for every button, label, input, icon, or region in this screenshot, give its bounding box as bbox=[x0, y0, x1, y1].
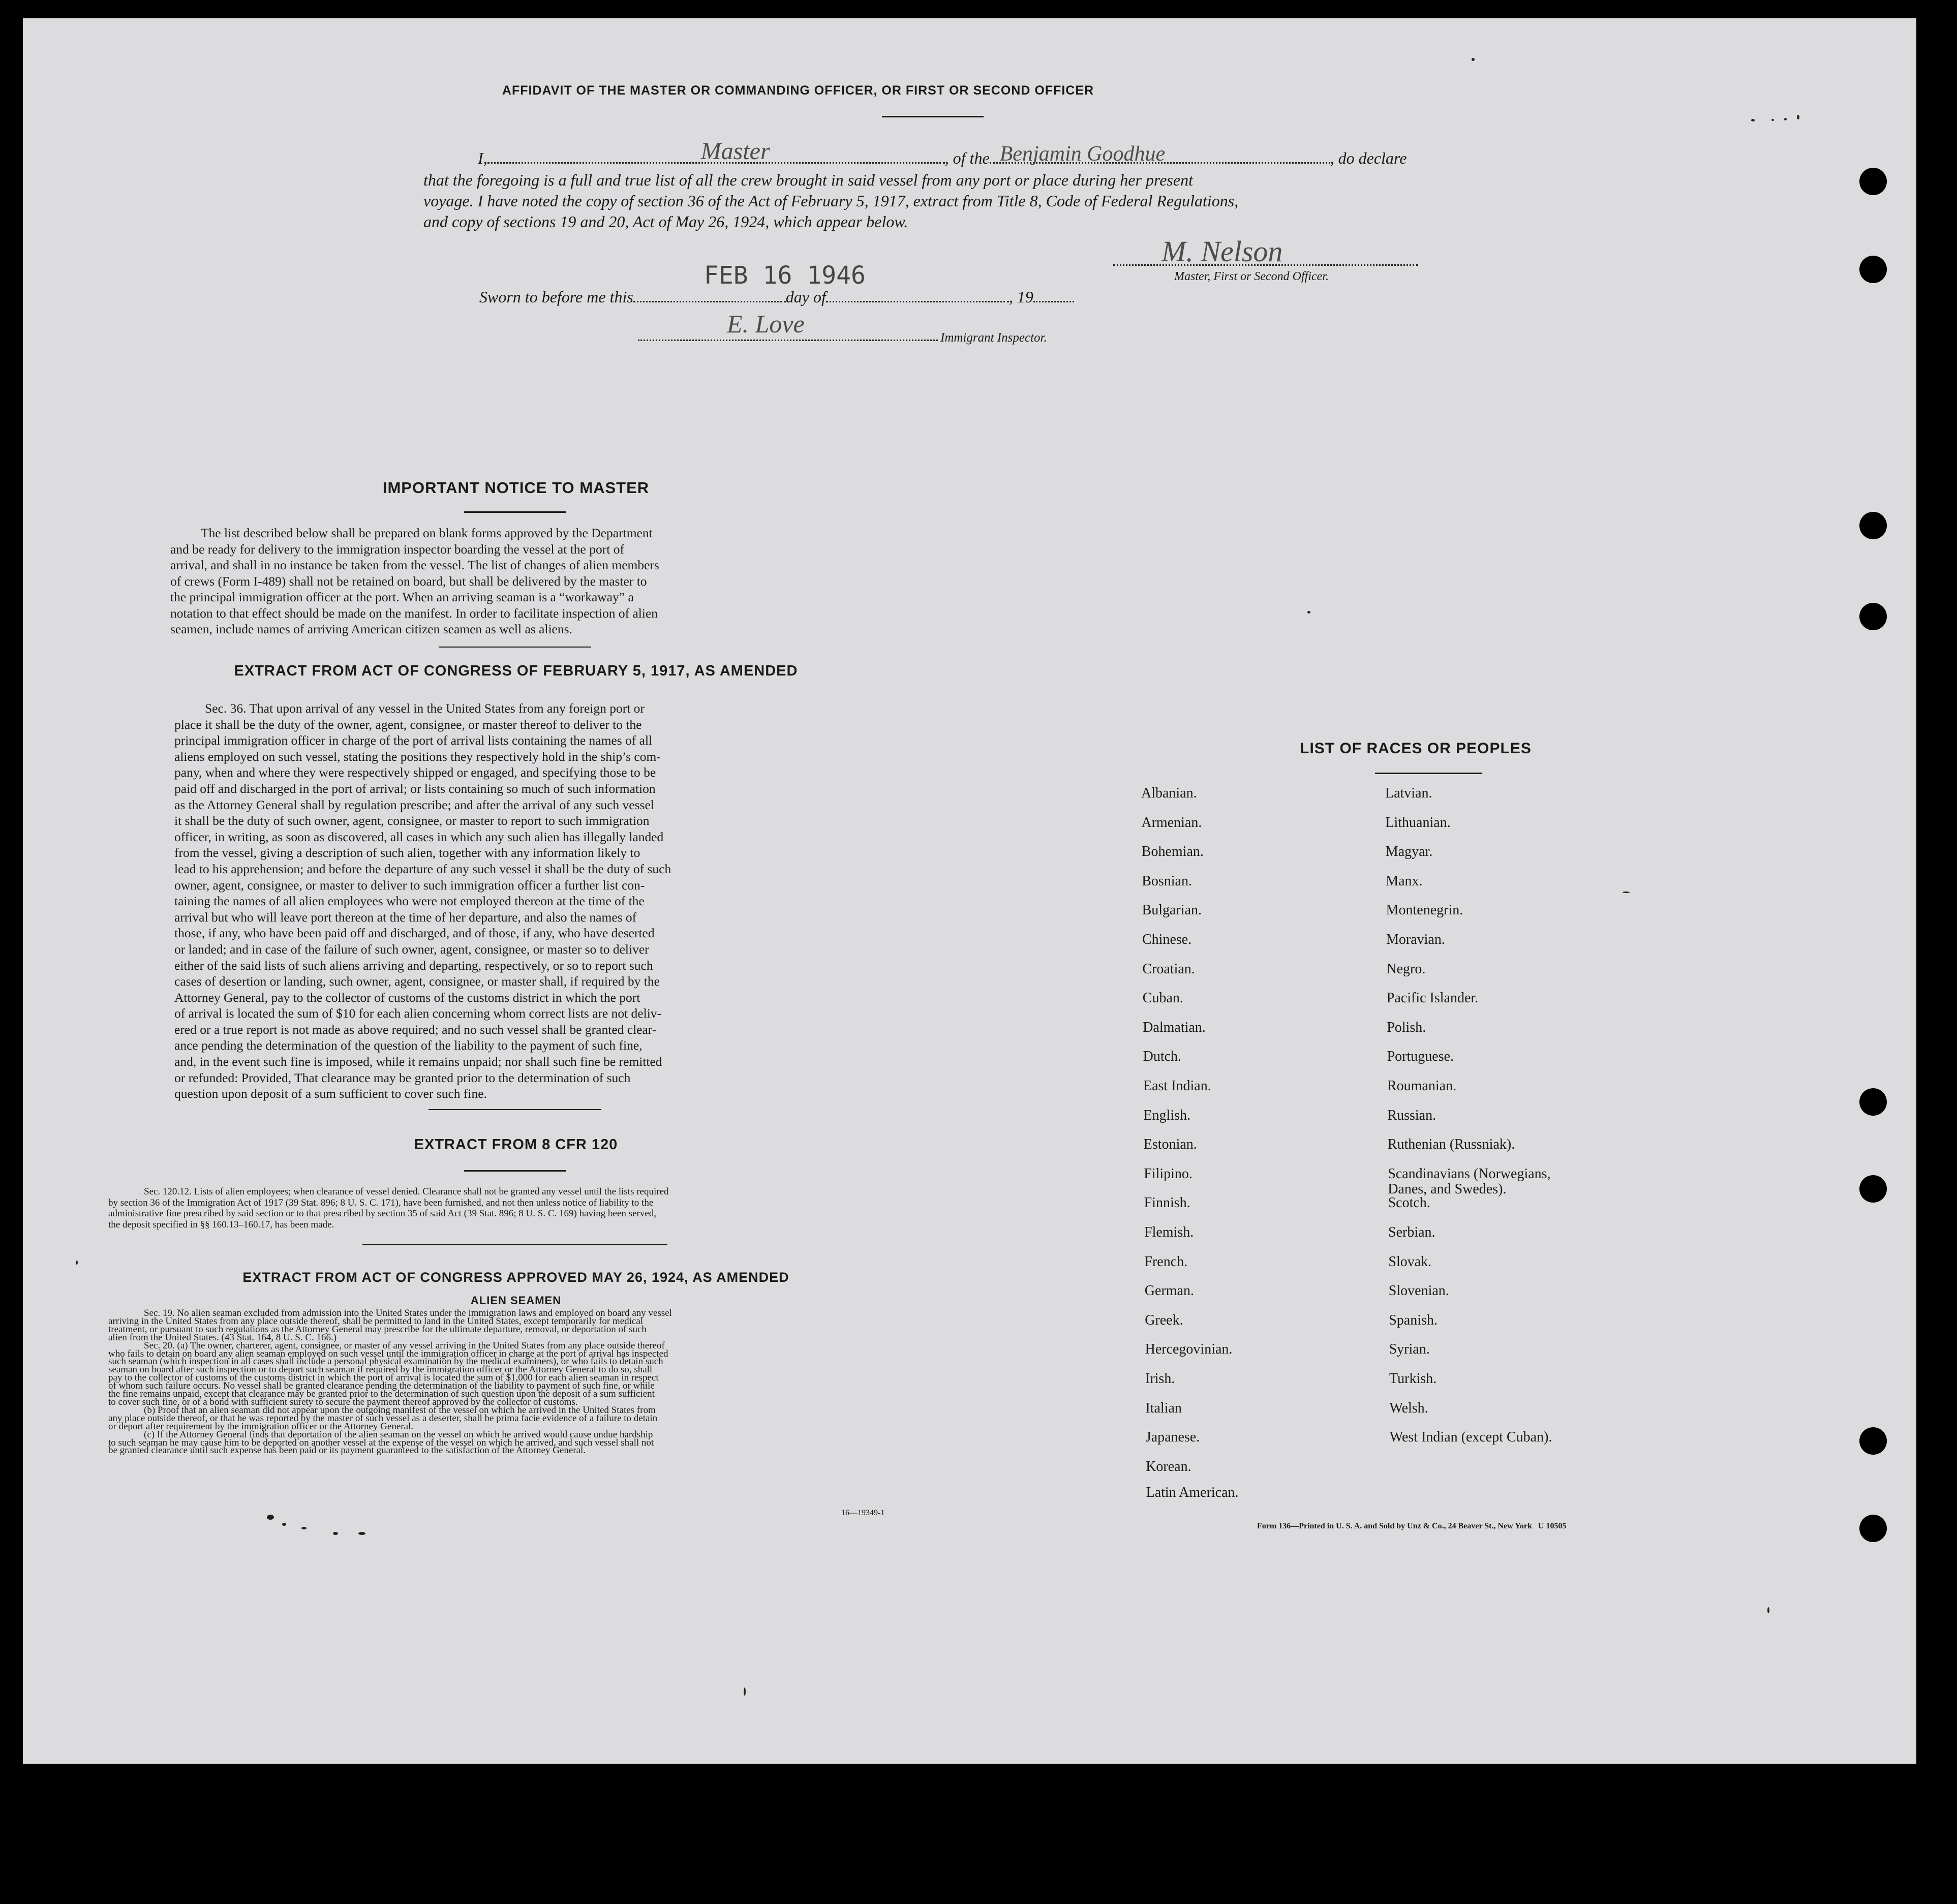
race-item: Moravian. bbox=[1386, 932, 1445, 947]
race-item: Turkish. bbox=[1389, 1371, 1437, 1387]
race-item: Welsh. bbox=[1389, 1400, 1428, 1416]
race-item: Magyar. bbox=[1385, 844, 1433, 860]
section-36-line: pany, when and where they were respectively shipped or engaged, and specifying those to be bbox=[174, 765, 656, 780]
alien-seamen-line: Sec. 20. (a) The owner, charterer, agent, consignee, or master of any vessel arriving in the United States from any place outside thereof bbox=[144, 1340, 665, 1351]
extract-1917-end-rule bbox=[429, 1109, 601, 1110]
section-36-line: arrival but who will leave port thereon at the time of her departure, and also the names of bbox=[174, 909, 637, 925]
race-item: Chinese. bbox=[1142, 932, 1192, 947]
section-36-line: either of the said lists of such aliens arriving and departing, respectively, or so to report such bbox=[174, 958, 653, 973]
races-title-rule bbox=[1375, 773, 1482, 774]
section-36-line: owner, agent, consignee, or master to deliver to such immigration officer a further list con- bbox=[174, 877, 645, 893]
punch-hole bbox=[1859, 512, 1887, 539]
section-36-line: and, in the event such fine is imposed, while it remains unpaid; nor shall such fine be remitted bbox=[174, 1054, 662, 1069]
races-title: LIST OF RACES OR PEOPLES bbox=[1300, 740, 1532, 757]
speck bbox=[76, 1261, 78, 1265]
section-36-line: cases of desertion or landing, such owner, agent, consignee, or master shall, if required by the bbox=[174, 974, 660, 989]
extract-1917-body bbox=[174, 700, 830, 1102]
section-36-line: taining the names of all alien employees who were not employed thereon at the time of the bbox=[174, 894, 645, 909]
speck bbox=[1623, 892, 1630, 893]
section-36-line: Attorney General, pay to the collector of customs of the customs district in which the port bbox=[174, 990, 640, 1005]
race-item: Manx. bbox=[1386, 873, 1423, 889]
affidavit-declare: , do declare bbox=[1330, 149, 1407, 167]
section-36-line: lead to his apprehension; and before the departure of any such vessel it shall be the duty of such bbox=[174, 861, 671, 876]
race-item: Korean. bbox=[1146, 1458, 1191, 1475]
race-item: Italian bbox=[1145, 1400, 1182, 1416]
document-sheet bbox=[23, 18, 1916, 1764]
alien-seamen-line: pay to the collector of customs of the customs district in which the port of arrival is located the sum of $1,000 for each alien seaman in respect bbox=[108, 1372, 659, 1384]
scan-border-bottom bbox=[0, 1764, 1957, 1904]
section-36-line: as the Attorney General shall by regulation prescribe; and after the arrival of any such vessel bbox=[174, 797, 654, 812]
sworn-year-field bbox=[1033, 301, 1074, 302]
section-36-line: question upon deposit of a sum sufficient to cover such fine. bbox=[174, 1086, 487, 1101]
affidavit-line-1 bbox=[478, 138, 1407, 169]
punch-hole bbox=[1859, 1088, 1887, 1116]
race-item: Roumanian. bbox=[1387, 1078, 1457, 1094]
race-item: Dalmatian. bbox=[1143, 1019, 1206, 1035]
printer-footer: Form 136—Printed in U. S. A. and Sold by Unz & Co., 24 Beaver St., New York U 10505 bbox=[1257, 1522, 1567, 1530]
affidavit-title-rule bbox=[882, 116, 984, 117]
notice-line: and be ready for delivery to the immigration inspector boarding the vessel at the port of bbox=[170, 541, 624, 557]
race-item: Portuguese. bbox=[1387, 1049, 1454, 1065]
scan-border-right bbox=[1916, 0, 1957, 1764]
handwritten-name: Master bbox=[700, 138, 770, 165]
alien-seamen-line: arriving in the United States from any place outside thereof, shall be permitted to land in the United States, except temporarily for medical bbox=[108, 1315, 644, 1327]
alien-seamen-line: (c) If the Attorney General finds that deportation of the alien seaman on the vessel on which he arrived would cause undue hardship bbox=[144, 1429, 653, 1440]
date-stamp: FEB 16 1946 bbox=[704, 261, 866, 290]
race-item: Slovenian. bbox=[1388, 1283, 1449, 1299]
race-item: Estonian. bbox=[1143, 1137, 1197, 1153]
speck bbox=[1472, 58, 1475, 61]
master-signature: M. Nelson bbox=[1161, 235, 1283, 268]
race-item: Slovak. bbox=[1388, 1253, 1432, 1270]
extract-1924-body bbox=[108, 1309, 911, 1455]
race-item: Filipino. bbox=[1144, 1165, 1192, 1182]
sworn-day-of: day of bbox=[785, 288, 826, 306]
extract-1924-title: EXTRACT FROM ACT OF CONGRESS APPROVED MAY 26, 1924, AS AMENDED bbox=[242, 1270, 789, 1285]
punch-hole bbox=[1859, 256, 1887, 283]
extract-cfr-body bbox=[108, 1186, 911, 1230]
race-item: English. bbox=[1143, 1107, 1190, 1123]
alien-seamen-line: Sec. 19. No alien seaman excluded from admission into the United States under the immigration laws and employed on board any vessel bbox=[144, 1308, 672, 1318]
extract-cfr-rule bbox=[464, 1170, 566, 1172]
race-item: Russian. bbox=[1387, 1107, 1436, 1123]
section-36-line: aliens employed on such vessel, stating the positions they respectively hold in the ship’s com- bbox=[174, 749, 661, 764]
speck bbox=[1751, 119, 1755, 121]
notice-body bbox=[170, 525, 821, 637]
punch-hole bbox=[1859, 1427, 1887, 1455]
affidavit-line-4: and copy of sections 19 and 20, Act of May 26, 1924, which appear below. bbox=[423, 212, 908, 231]
speck bbox=[1771, 119, 1774, 121]
inspector-caption: Immigrant Inspector. bbox=[940, 331, 1047, 345]
race-item: Negro. bbox=[1386, 961, 1426, 977]
extract-1924-subtitle: ALIEN SEAMEN bbox=[470, 1294, 562, 1307]
section-36-line: it shall be the duty of such owner, agent, consignee, or master to report to such immigration bbox=[174, 813, 650, 828]
race-item: Syrian. bbox=[1389, 1341, 1430, 1358]
race-item: Bohemian. bbox=[1141, 844, 1204, 860]
affidavit-line-3: voyage. I have noted the copy of section 36 of the Act of February 5, 1917, extract from Title 8, Code of Federal Regulations, bbox=[423, 192, 1239, 210]
race-item: Irish. bbox=[1145, 1371, 1175, 1387]
inspector-signature: E. Love bbox=[727, 310, 805, 338]
section-36-line: or refunded: Provided, That clearance may be granted prior to the determination of such bbox=[174, 1070, 631, 1085]
section-36-line: from the vessel, giving a description of such alien, together with any information likely to bbox=[174, 845, 640, 861]
race-item: Lithuanian. bbox=[1385, 814, 1451, 831]
race-item: Cuban. bbox=[1142, 990, 1183, 1006]
punch-hole bbox=[1859, 603, 1887, 630]
sworn-year: , 19 bbox=[1008, 288, 1033, 306]
speck bbox=[358, 1532, 365, 1535]
alien-seamen-line: to such seaman he may cause him to be deported on another vessel at the expense of the vessel on which he arrived, and such vessel shall not bbox=[108, 1437, 654, 1448]
cfr-line: administrative fine prescribed by said section or to that prescribed by section 35 of said Act (39 Stat. 896; 8 U. S. C. 169) having been served, bbox=[108, 1208, 657, 1219]
alien-seamen-line: seaman on board after such inspection or to deport such seaman if required by the immigration officer or the Attorney General to do so, shall bbox=[108, 1364, 653, 1375]
race-item: Scandinavians (Norwegians, Danes, and Swedes). bbox=[1388, 1165, 1551, 1197]
race-item: Montenegrin. bbox=[1386, 902, 1463, 918]
race-item: German. bbox=[1144, 1283, 1194, 1299]
section-36-line: Sec. 36. That upon arrival of any vessel in the United States from any foreign port or bbox=[205, 701, 645, 716]
race-item: Scotch. bbox=[1388, 1195, 1430, 1211]
race-item: Bulgarian. bbox=[1142, 902, 1202, 918]
speck bbox=[301, 1527, 307, 1529]
section-36-line: ered or a true report is not made as above required; and no such vessel shall be granted clear- bbox=[174, 1022, 657, 1037]
section-36-line: those, if any, who have been paid off and discharged, and of those, if any, who have deserted bbox=[174, 926, 655, 941]
race-item: Armenian. bbox=[1141, 814, 1202, 831]
signature-line bbox=[1113, 264, 1418, 266]
alien-seamen-line: the fine remains unpaid, except that clearance may be granted prior to the determination of such question upon the deposit of a sum sufficient bbox=[108, 1389, 655, 1400]
section-36-line: paid off and discharged in the port of arrival; or lists containing so much of such information bbox=[174, 781, 656, 796]
notice-title: IMPORTANT NOTICE TO MASTER bbox=[382, 479, 650, 497]
notice-line: The list described below shall be prepared on blank forms approved by the Department bbox=[201, 526, 653, 540]
handwritten-vessel: Benjamin Goodhue bbox=[999, 142, 1166, 166]
speck bbox=[1307, 611, 1310, 613]
notice-line: seamen, include names of arriving American citizen seamen as well as aliens. bbox=[170, 622, 572, 636]
affidavit-line-2: that the foregoing is a full and true list of all the crew brought in said vessel from any port or place during her present bbox=[423, 171, 1193, 189]
race-item: Greek. bbox=[1145, 1312, 1183, 1328]
section-36-line: principal immigration officer in charge of the port of arrival lists containing the names of all bbox=[174, 733, 653, 748]
section-36-line: of arrival is located the sum of $10 for each alien concerning whom correct lists are not deliv- bbox=[174, 1006, 662, 1021]
race-item: Serbian. bbox=[1388, 1224, 1435, 1240]
notice-line: of crews (Form I-489) shall not be retained on board, but shall be delivered by the master to bbox=[170, 573, 647, 589]
section-36-line: or landed; and in case of the failure of such owner, agent, consignee, or master so to deliver bbox=[174, 941, 649, 957]
alien-seamen-line: or deport after requirement by the immigration officer or the Attorney General. bbox=[108, 1421, 414, 1432]
extract-cfr-end-rule bbox=[362, 1244, 667, 1245]
form-code: 16—19349-1 bbox=[841, 1509, 885, 1517]
master-name-field bbox=[487, 138, 945, 165]
vessel-name-field bbox=[990, 142, 1330, 166]
race-item: Flemish. bbox=[1144, 1224, 1194, 1240]
alien-seamen-line: to cover such fine, or of a bond with sufficient surety to secure the payment thereof approved by the collector of customs. bbox=[108, 1396, 578, 1407]
affidavit-title: AFFIDAVIT OF THE MASTER OR COMMANDING OFFICER, OR FIRST OR SECOND OFFICER bbox=[502, 83, 1094, 98]
sworn-prefix: Sworn to before me this bbox=[479, 288, 633, 306]
race-item: Albanian. bbox=[1141, 785, 1197, 801]
punch-hole bbox=[1859, 1515, 1887, 1542]
extract-cfr-title: EXTRACT FROM 8 CFR 120 bbox=[414, 1137, 618, 1153]
race-item: West Indian (except Cuban). bbox=[1389, 1429, 1552, 1446]
section-36-line: place it shall be the duty of the owner, agent, consignee, or master thereof to deliver to the bbox=[174, 717, 642, 732]
speck bbox=[1767, 1607, 1769, 1613]
race-item: Croatian. bbox=[1142, 961, 1195, 977]
section-36-line: ance pending the determination of the question of the liability to the payment of such fine, bbox=[174, 1038, 643, 1053]
punch-hole bbox=[1859, 168, 1887, 195]
sworn-day-field bbox=[633, 301, 786, 302]
alien-seamen-line: alien from the United States. (43 Stat. 164, 8 U. S. C. 166.) bbox=[108, 1332, 337, 1343]
race-item: Latvian. bbox=[1385, 785, 1432, 801]
speck bbox=[282, 1523, 286, 1526]
notice-line: notation to that effect should be made on the manifest. In order to facilitate inspection of alien bbox=[170, 605, 658, 621]
race-item: Dutch. bbox=[1143, 1049, 1182, 1065]
extract-1917-title: EXTRACT FROM ACT OF CONGRESS OF FEBRUARY 5, 1917, AS AMENDED bbox=[234, 663, 798, 679]
notice-title-rule bbox=[464, 511, 566, 513]
alien-seamen-line: any place outside thereof, or that he was reported by the master of such vessel as a deserter, shall be prima facie evidence of a failure to detain bbox=[108, 1412, 658, 1424]
speck bbox=[744, 1687, 746, 1696]
notice-end-rule bbox=[439, 647, 591, 648]
speck bbox=[1797, 115, 1799, 119]
signature-caption: Master, First or Second Officer. bbox=[1174, 270, 1329, 283]
speck bbox=[267, 1515, 274, 1520]
cfr-line: the deposit specified in §§ 160.13–160.17, has been made. bbox=[108, 1219, 334, 1230]
sworn-line bbox=[479, 287, 1074, 308]
race-item: Japanese. bbox=[1145, 1429, 1200, 1446]
race-item: Bosnian. bbox=[1142, 873, 1192, 889]
speck bbox=[333, 1532, 338, 1535]
race-item: Hercegovinian. bbox=[1145, 1341, 1233, 1358]
race-item: Spanish. bbox=[1389, 1312, 1438, 1328]
race-item: Latin American. bbox=[1146, 1485, 1239, 1501]
race-item: East Indian. bbox=[1143, 1078, 1211, 1094]
race-item: Finnish. bbox=[1144, 1195, 1190, 1211]
speck bbox=[1784, 118, 1787, 120]
notice-line: arrival, and shall in no instance be taken from the vessel. The list of changes of alien members bbox=[170, 558, 659, 572]
cfr-line: Sec. 120.12. Lists of alien employees; when clearance of vessel denied. Clearance shall not be granted any vessel until the lists required bbox=[144, 1186, 669, 1197]
notice-line: the principal immigration officer at the port. When an arriving seaman is a “workaway” a bbox=[170, 590, 634, 604]
sworn-month-field bbox=[826, 301, 1009, 302]
cfr-line: by section 36 of the Immigration Act of 1917 (39 Stat. 896; 8 U. S. C. 171), have been furnished, and not then unless notice of liability to the bbox=[108, 1197, 654, 1208]
alien-seamen-line: treatment, or pursuant to such regulations as the Attorney General may prescribe for the ultimate departure, removal, or deportation of such bbox=[108, 1324, 647, 1335]
alien-seamen-line: be granted clearance until such expense has been paid or its payment guaranteed to the satisfaction of the Attorney General. bbox=[108, 1445, 586, 1456]
affidavit-of-the: , of the bbox=[944, 149, 990, 167]
alien-seamen-line: who fails to detain on board any alien seaman employed on such vessel until the immigration officer in charge at the port of arrival has inspected bbox=[108, 1348, 668, 1359]
section-36-line: officer, in writing, as soon as discovered, all cases in which any such alien has illegally landed bbox=[174, 829, 664, 844]
race-item: Polish. bbox=[1387, 1019, 1426, 1035]
punch-hole bbox=[1859, 1175, 1887, 1203]
race-item: French. bbox=[1144, 1253, 1188, 1270]
alien-seamen-line: (b) Proof that an alien seaman did not appear upon the outgoing manifest of the vessel on which he arrived in the United States from bbox=[144, 1404, 656, 1416]
race-item: Ruthenian (Russniak). bbox=[1387, 1137, 1515, 1153]
affidavit-i: I, bbox=[478, 149, 487, 167]
race-item: Pacific Islander. bbox=[1386, 990, 1479, 1006]
alien-seamen-line: of whom such failure occurs. No vessel shall be granted clearance pending the determination of the liability to payment of such fine, or while bbox=[108, 1380, 655, 1392]
alien-seamen-line: such seaman (which inspection in all cases shall include a personal physical examination by the medical examiners), or who fails to detain such bbox=[108, 1356, 663, 1367]
inspector-line bbox=[638, 340, 938, 341]
